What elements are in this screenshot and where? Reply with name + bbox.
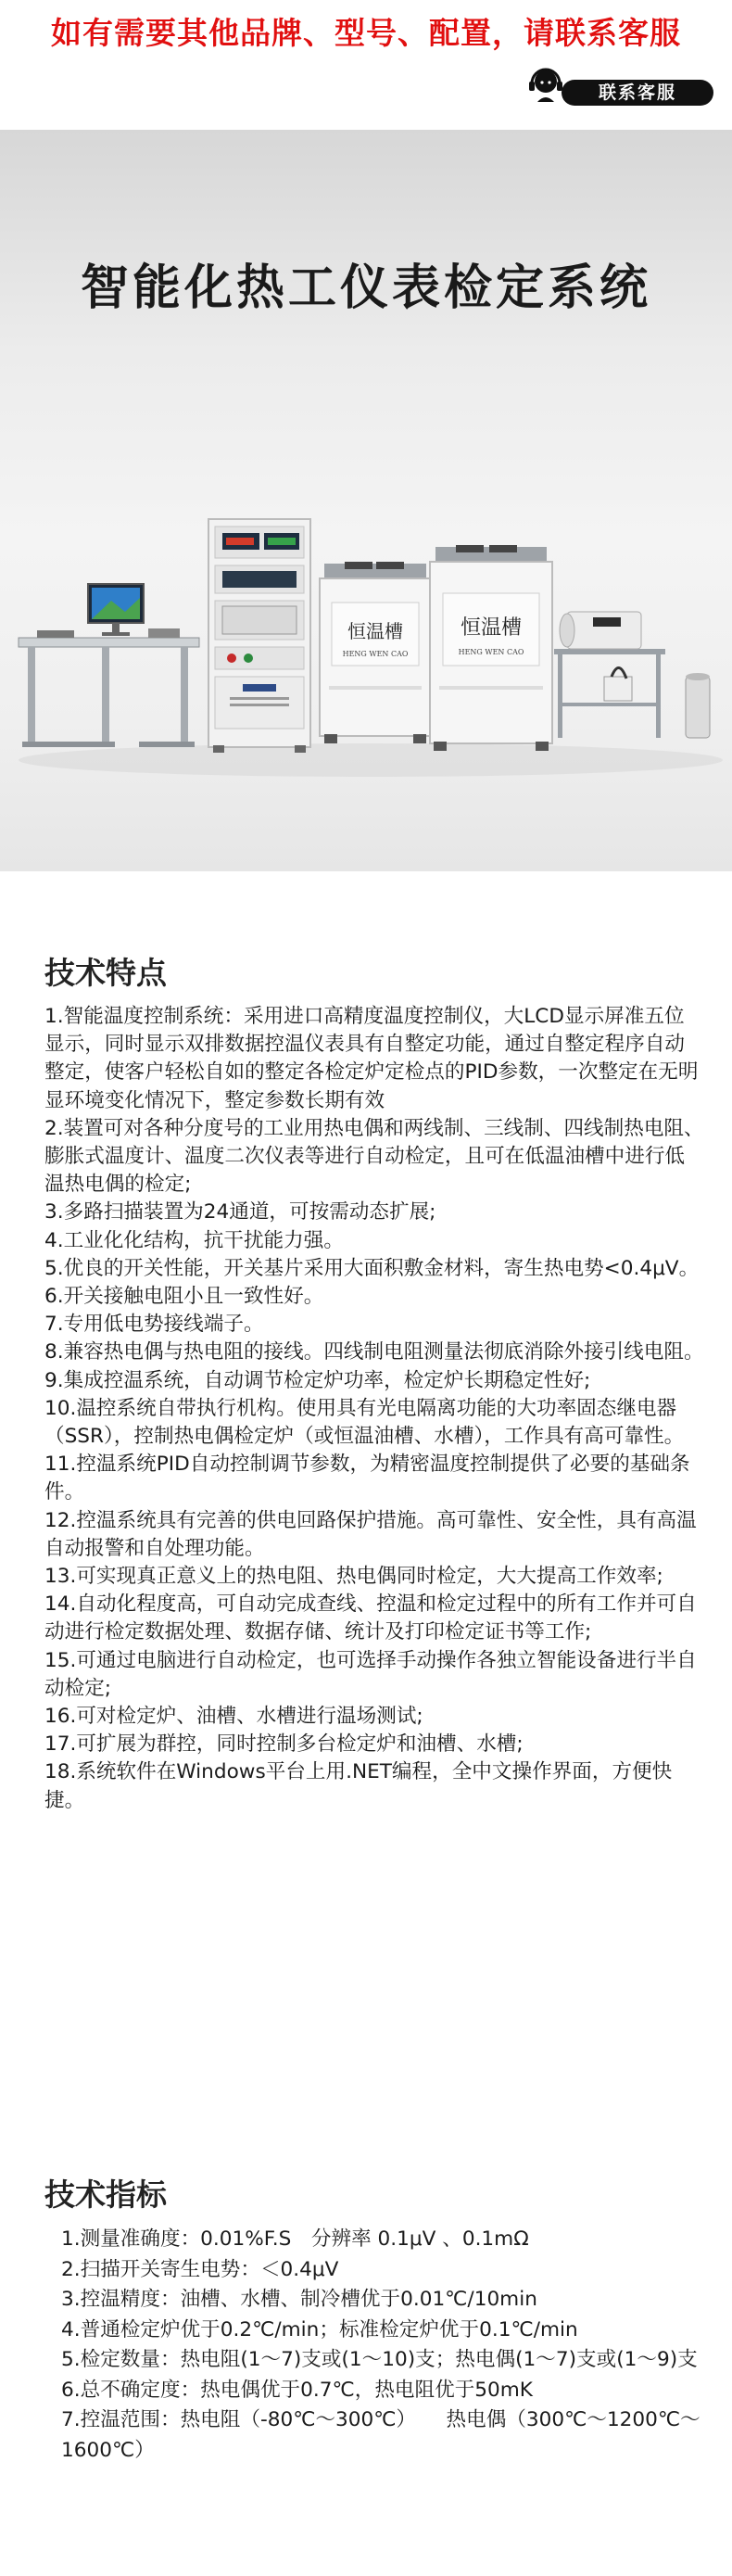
contact-service[interactable] <box>524 65 719 108</box>
feature-item: 13.可实现真正意义上的热电阻、热电偶同时检定，大大提高工作效率; <box>44 1565 663 1589</box>
feature-item: 1.智能温度控制系统：采用进口高精度温度控制仪，大LCD显示屏准五位显示，同时显示双排数据控温仪表具有自整定功能，通过自整定程序自动整定，使客户轻松自如的整定各检定炉定检点的PID参数，一次整定在无明显环境变化情况下，整定参数长期有效 <box>44 1005 699 1112</box>
feature-item: 16.可对检定炉、油槽、水槽进行温场测试; <box>44 1705 423 1729</box>
bath-2-label-cn: 恒温槽 <box>460 616 523 640</box>
specs-list <box>61 2225 704 2466</box>
monitor <box>88 584 144 636</box>
feature-item: 5.优良的开关性能，开关基片采用大面积敷金材料，寄生热电势<0.4μV。 <box>44 1256 700 1280</box>
computer-desk <box>19 584 199 747</box>
constant-temperature-bath-1 <box>320 562 431 743</box>
spec-item: 7.控温范围：热电阻（-80℃～300℃） 热电偶（300℃～1200℃～1600℃） <box>61 2408 700 2462</box>
feature-item: 8.兼容热电偶与热电阻的接线。四线制电阻测量法彻底消除外接引线电阻。 <box>44 1340 704 1364</box>
equipment-illustration <box>0 130 732 871</box>
bath-2-label-en: HENG WEN CAO <box>458 648 524 656</box>
feature-item: 12.控温系统具有完善的供电回路保护措施。高可靠性、安全性，具有高温自动报警和自处理功能。 <box>44 1508 697 1560</box>
feature-item: 18.系统软件在Windows平台上用.NET编程，全中文操作界面，方便快捷。 <box>44 1760 673 1812</box>
feature-item: 14.自动化程度高，可自动完成查线、控温和检定过程中的所有工作并可自动进行检定数据处理、数据存储、统计及打印检定证书等工作; <box>44 1593 697 1644</box>
banner-notice: 如有需要其他品牌、型号、配置，请联系客服 <box>51 15 681 51</box>
feature-item: 6.开关接触电阻小且一致性好。 <box>44 1285 324 1309</box>
feature-item: 4.工业化化结构，抗干扰能力强。 <box>44 1228 344 1252</box>
spec-item: 4.普通检定炉优于0.2℃/min；标准检定炉优于0.1℃/min <box>61 2317 578 2341</box>
feature-item: 10.温控系统自带执行机构。使用具有光电隔离功能的大功率固态继电器（SSR），控制热电偶检定炉（或恒温油槽、水槽），工作具有高可靠性。 <box>44 1396 685 1449</box>
feature-item: 15.可通过电脑进行自动检定，也可选择手动操作各独立智能设备进行半自动检定; <box>44 1648 697 1700</box>
feature-item: 17.可扩展为群控，同时控制多台检定炉和油槽、水槽; <box>44 1732 524 1757</box>
hero-section <box>0 130 732 871</box>
spec-item: 6.总不确定度：热电偶优于0.7℃，热电阻优于50mK <box>61 2378 533 2402</box>
feature-item: 3.多路扫描装置为24通道，可按需动态扩展; <box>44 1200 436 1225</box>
feature-item: 7.专用低电势接线端子。 <box>44 1313 264 1337</box>
features-title: 技术特点 <box>44 955 167 991</box>
contact-service-button[interactable]: 联系客服 <box>562 80 713 106</box>
furnace-table <box>554 612 710 738</box>
feature-item: 2.装置可对各种分度号的工业用热电偶和两线制、三线制、四线制热电阻、膨胀式温度计、温度二次仪表等进行自动检定，且可在低温油槽中进行低温热电偶的检定; <box>44 1116 704 1197</box>
specs-title: 技术指标 <box>44 2176 167 2213</box>
control-cabinet <box>208 519 310 753</box>
spec-item: 2.扫描开关寄生电势：＜0.4μV <box>61 2257 339 2281</box>
feature-item: 11.控温系统PID自动控制调节参数，为精密温度控制提供了必要的基础条件。 <box>44 1453 690 1504</box>
constant-temperature-bath-2 <box>430 545 552 751</box>
features-list <box>44 1003 704 1815</box>
spec-item: 1.测量准确度：0.01%F.S 分辨率 0.1μV 、0.1mΩ <box>61 2227 529 2251</box>
spec-item: 3.控温精度：油槽、水槽、制冷槽优于0.01℃/10min <box>61 2288 537 2311</box>
feature-item: 9.集成控温系统，自动调节检定炉功率，检定炉长期稳定性好; <box>44 1368 591 1392</box>
bath-1-label-cn: 恒温槽 <box>347 620 403 642</box>
bath-1-label-en: HENG WEN CAO <box>342 650 409 658</box>
customer-service-icon <box>524 65 567 108</box>
top-banner <box>0 0 732 109</box>
hero-title: 智能化热工仪表检定系统 <box>80 260 651 316</box>
spec-item: 5.检定数量：热电阻(1～7)支或(1～10)支；热电偶(1～7)支或(1～9)支 <box>61 2348 698 2371</box>
